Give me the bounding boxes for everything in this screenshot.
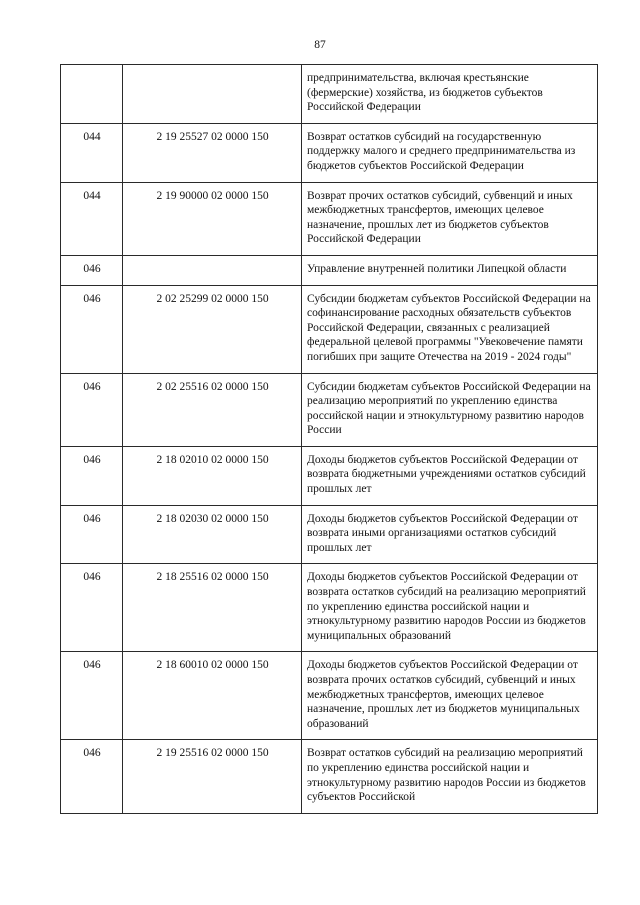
revenue-code-cell — [123, 255, 302, 285]
admin-code-cell: 046 — [61, 285, 123, 373]
admin-code-cell: 046 — [61, 740, 123, 813]
revenue-name-cell: Доходы бюджетов субъектов Российской Федерации от возврата остатков субсидий на реализацию мероприятий по укреплению единства российской нации и этнокультурному развитию народов России из бюджетов муниципальных образований — [302, 564, 598, 652]
revenue-name-cell: Доходы бюджетов субъектов Российской Федерации от возврата бюджетными учреждениями остатков субсидий прошлых лет — [302, 446, 598, 505]
admin-code-cell: 046 — [61, 446, 123, 505]
revenue-name-cell: Доходы бюджетов субъектов Российской Федерации от возврата иными организациями остатков субсидий прошлых лет — [302, 505, 598, 564]
revenue-name-cell: Доходы бюджетов субъектов Российской Федерации от возврата прочих остатков субсидий, субвенций и иных межбюджетных трансфертов, имеющих целевое назначение, прошлых лет из бюджетов муниципальных образований — [302, 652, 598, 740]
table-row — [61, 65, 598, 124]
revenue-code-cell: 2 19 90000 02 0000 150 — [123, 182, 302, 255]
table-row — [61, 123, 598, 182]
revenue-name-cell: Управление внутренней политики Липецкой области — [302, 255, 598, 285]
revenue-name-cell: Субсидии бюджетам субъектов Российской Федерации на софинансирование расходных обязательств субъектов Российской Федерации, связанных с реализацией федеральной целевой программы "Увековечение памяти погибших при защите Отечества на 2019 - 2024 годы" — [302, 285, 598, 373]
revenue-code-cell: 2 18 60010 02 0000 150 — [123, 652, 302, 740]
revenue-code-cell: 2 19 25527 02 0000 150 — [123, 123, 302, 182]
page-number: 87 — [314, 39, 326, 51]
admin-code-cell: 046 — [61, 373, 123, 446]
revenue-code-cell: 2 02 25516 02 0000 150 — [123, 373, 302, 446]
admin-code-cell: 044 — [61, 182, 123, 255]
revenue-code-cell: 2 18 02030 02 0000 150 — [123, 505, 302, 564]
table-row — [61, 564, 598, 652]
table-row — [61, 285, 598, 373]
revenue-name-cell: Возврат прочих остатков субсидий, субвенций и иных межбюджетных трансфертов, имеющих целевое назначение, прошлых лет из бюджетов субъектов Российской Федерации — [302, 182, 598, 255]
revenue-code-cell — [123, 65, 302, 124]
revenue-name-cell: Субсидии бюджетам субъектов Российской Федерации на реализацию мероприятий по укреплению единства российской нации и этнокультурному развитию народов России — [302, 373, 598, 446]
table-row — [61, 255, 598, 285]
admin-code-cell: 044 — [61, 123, 123, 182]
revenue-name-cell: предпринимательства, включая крестьянские (фермерские) хозяйства, из бюджетов субъектов Российской Федерации — [302, 65, 598, 124]
revenue-code-cell: 2 19 25516 02 0000 150 — [123, 740, 302, 813]
revenue-code-cell: 2 02 25299 02 0000 150 — [123, 285, 302, 373]
admin-code-cell: 046 — [61, 255, 123, 285]
admin-code-cell: 046 — [61, 564, 123, 652]
revenue-name-cell: Возврат остатков субсидий на реализацию мероприятий по укреплению единства российской нации и этнокультурному развитию народов России из бюджетов субъектов Российской — [302, 740, 598, 813]
revenue-name-cell: Возврат остатков субсидий на государственную поддержку малого и среднего предпринимательства из бюджетов субъектов Российской Федерации — [302, 123, 598, 182]
table-row — [61, 373, 598, 446]
table-row — [61, 740, 598, 813]
table-row — [61, 652, 598, 740]
revenue-code-cell: 2 18 25516 02 0000 150 — [123, 564, 302, 652]
admin-code-cell — [61, 65, 123, 124]
admin-code-cell: 046 — [61, 505, 123, 564]
table-row — [61, 446, 598, 505]
revenue-codes-table — [60, 64, 598, 814]
table-row — [61, 182, 598, 255]
table-row — [61, 505, 598, 564]
admin-code-cell: 046 — [61, 652, 123, 740]
revenue-code-cell: 2 18 02010 02 0000 150 — [123, 446, 302, 505]
